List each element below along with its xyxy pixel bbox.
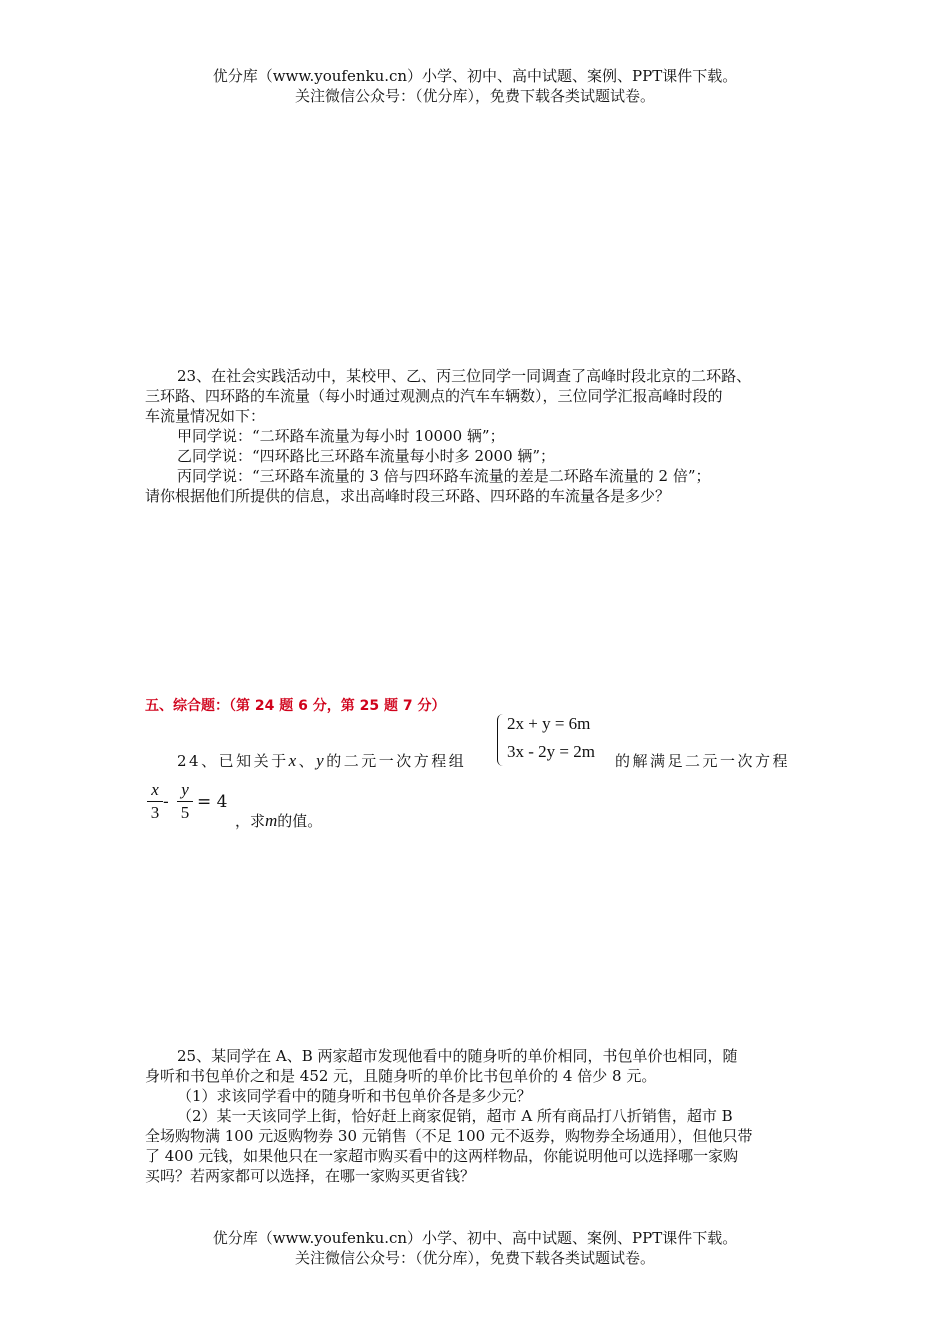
q24-ask-pre: ，求 xyxy=(235,812,266,830)
section-5-heading: 五、综合题：（第 24 题 6 分，第 25 题 7 分） xyxy=(145,698,446,714)
q24-var-x: x xyxy=(288,751,299,770)
q24-sep: 、 xyxy=(298,752,317,770)
system-equation-2: 3x - 2y = 2m xyxy=(507,742,595,761)
fraction-1-bar xyxy=(147,801,163,802)
q23-line-2: 三环路、四环路的车流量（每小时通过观测点的汽车车辆数），三位同学汇报高峰时段的 xyxy=(145,387,723,405)
q25-line-3: （1）求该同学看中的随身听和书包单价各是多少元？ xyxy=(177,1087,532,1105)
fraction-1-denominator: 3 xyxy=(150,803,160,822)
header-line-2: 关注微信公众号：（优分库），免费下载各类试题试卷。 xyxy=(294,87,655,105)
q25-line-5: 全场购物满 100 元返购物券 30 元销售（不足 100 元不返券，购物券全场通用），但他只带 xyxy=(145,1127,753,1145)
fraction-1-numerator: x xyxy=(151,780,159,799)
q24-ask xyxy=(235,810,322,831)
q23-line-3: 车流量情况如下： xyxy=(145,407,266,425)
page-header xyxy=(0,66,950,106)
footer-line-1: 优分库（www.youfenku.cn）小学、初中、高中试题、案例、PPT课件下载。 xyxy=(212,1229,738,1247)
question-25 xyxy=(145,1046,810,1186)
left-brace-icon xyxy=(497,714,504,766)
q25-line-4: （2）某一天该同学上街，恰好赶上商家促销，超市 A 所有商品打八折销售，超市 B xyxy=(177,1107,733,1125)
q24-lead-group xyxy=(177,750,466,771)
fraction-2-bar xyxy=(177,801,193,802)
fraction-2-numerator: y xyxy=(181,780,189,799)
q23-line-5: 乙同学说：“四环路比三环路车流量每小时多 2000 辆”； xyxy=(177,447,556,465)
q24-mid: 的二元一次方程组 xyxy=(326,752,467,770)
q24-row-2 xyxy=(145,780,810,840)
q25-line-1: 25、某同学在 A、B 两家超市发现他看中的随身听的单价相同，书包单价也相同，随 xyxy=(177,1047,738,1065)
q23-line-7: 请你根据他们所提供的信息，求出高峰时段三环路、四环路的车流量各是多少？ xyxy=(145,487,671,505)
question-23 xyxy=(145,366,810,506)
q23-line-6: 丙同学说：“三环路车流量的 3 倍与四环路车流量的差是二环路车流量的 2 倍”； xyxy=(177,467,711,485)
equation-system xyxy=(497,714,615,770)
q24-var-m: m xyxy=(265,811,278,830)
equation-rhs: = 4 xyxy=(197,792,228,812)
q24-lead: 24、已知关于 xyxy=(177,752,289,770)
q24-row-1 xyxy=(145,714,810,772)
question-24 xyxy=(145,714,810,840)
header-line-1: 优分库（www.youfenku.cn）小学、初中、高中试题、案例、PPT课件下载。 xyxy=(212,67,738,85)
q24-tail: 的解满足二元一次方程 xyxy=(615,752,791,770)
q25-line-2: 身听和书包单价之和是 452 元，且随身听的单价比书包单价的 4 倍少 8 元。 xyxy=(145,1067,657,1085)
q25-line-6: 了 400 元钱，如果他只在一家超市购买看中的这两样物品，你能说明他可以选择哪一家购 xyxy=(145,1147,739,1165)
q24-ask-post: 的值。 xyxy=(277,812,323,830)
system-equation-1: 2x + y = 6m xyxy=(507,714,591,733)
fraction-y-over-5 xyxy=(177,780,193,823)
page-footer xyxy=(0,1228,950,1268)
q25-line-7: 买吗？若两家都可以选择，在哪一家购买更省钱？ xyxy=(145,1167,476,1185)
q24-var-y: y xyxy=(316,751,327,770)
fraction-x-over-3 xyxy=(147,780,163,823)
footer-line-2: 关注微信公众号：（优分库），免费下载各类试题试卷。 xyxy=(294,1249,655,1267)
q23-line-4: 甲同学说：“二环路车流量为每小时 10000 辆”； xyxy=(177,427,505,445)
fraction-2-denominator: 5 xyxy=(180,803,190,822)
q23-line-1: 23、在社会实践活动中，某校甲、乙、丙三位同学一同调查了高峰时段北京的二环路、 xyxy=(177,367,752,385)
minus-sign: - xyxy=(163,792,169,812)
